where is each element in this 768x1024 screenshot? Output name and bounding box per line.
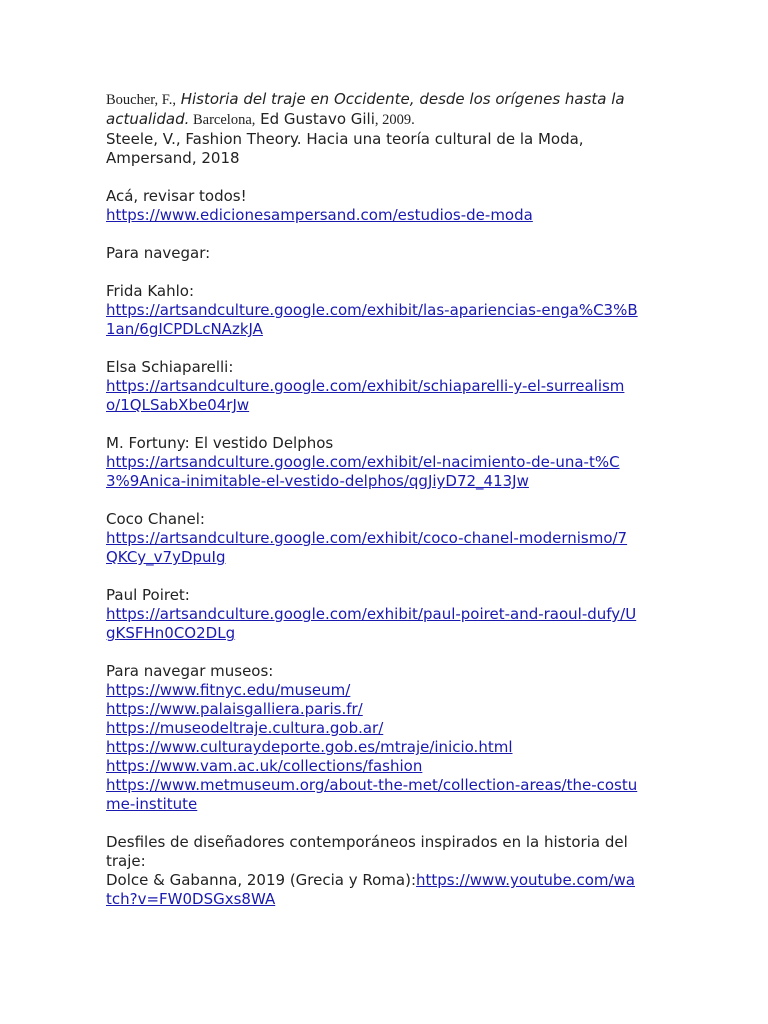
boucher-publisher: Ed Gustavo Gili — [255, 110, 375, 128]
museum-link[interactable]: https://www.culturaydeporte.gob.es/mtraje/inicio.html — [106, 738, 513, 756]
shows-heading: Desfiles de diseñadores contemporáneos inspirados en la historia del traje: — [106, 833, 628, 870]
museums-heading: Para navegar museos: — [106, 662, 274, 680]
reference-steele: Steele, V., Fashion Theory. Hacia una teoría cultural de la Moda, Ampersand, 2018 — [106, 130, 584, 167]
exhibit-link[interactable]: https://artsandculture.google.com/exhibit/schiaparelli-y-el-surrealismo/1QLSabXbe04rJw — [106, 377, 625, 414]
boucher-year: , 2009. — [374, 112, 415, 128]
exhibit-title: Elsa Schiaparelli: — [106, 358, 234, 376]
navigate-heading: Para navegar: — [106, 244, 211, 262]
exhibit-link[interactable]: https://artsandculture.google.com/exhibit/las-apariencias-enga%C3%B1an/6gICPDLcNAzkJA — [106, 301, 638, 338]
review-link[interactable]: https://www.edicionesampersand.com/estudios-de-moda — [106, 206, 533, 224]
exhibit-link[interactable]: https://artsandculture.google.com/exhibit/el-nacimiento-de-una-t%C3%9Anica-inimitable-el-vestido-delphos/qgJiyD72_413Jw — [106, 453, 620, 490]
exhibit-title: Paul Poiret: — [106, 586, 190, 604]
boucher-author: Boucher, F., — [106, 92, 176, 108]
museum-link[interactable]: https://museodeltraje.cultura.gob.ar/ — [106, 719, 384, 737]
museum-link[interactable]: https://www.palaisgalliera.paris.fr/ — [106, 700, 363, 718]
exhibit-title: Coco Chanel: — [106, 510, 205, 528]
exhibit-title: M. Fortuny: El vestido Delphos — [106, 434, 334, 452]
museum-link[interactable]: https://www.fitnyc.edu/museum/ — [106, 681, 351, 699]
museum-link[interactable]: https://www.vam.ac.uk/collections/fashion — [106, 757, 423, 775]
shows-item-label: Dolce & Gabanna, 2019 (Grecia y Roma): — [106, 871, 417, 889]
shows-item — [106, 871, 638, 909]
boucher-publisher-city: Barcelona, — [189, 112, 256, 128]
shows-item-link[interactable]: https://www.youtube.com/watch?v=FW0DSGxs8WA — [106, 871, 635, 908]
review-label: Acá, revisar todos! — [106, 187, 247, 205]
reference-boucher — [106, 90, 638, 130]
exhibit-link[interactable]: https://artsandculture.google.com/exhibit/coco-chanel-modernismo/7QKCy_v7yDpuIg — [106, 529, 628, 566]
exhibit-link[interactable]: https://artsandculture.google.com/exhibit/paul-poiret-and-raoul-dufy/UgKSFHn0CO2DLg — [106, 605, 637, 642]
boucher-title: Historia del traje en Occidente, desde los orígenes hasta la actualidad. — [106, 90, 625, 128]
museum-link[interactable]: https://www.metmuseum.org/about-the-met/collection-areas/the-costume-institute — [106, 776, 638, 813]
exhibit-title: Frida Kahlo: — [106, 282, 195, 300]
